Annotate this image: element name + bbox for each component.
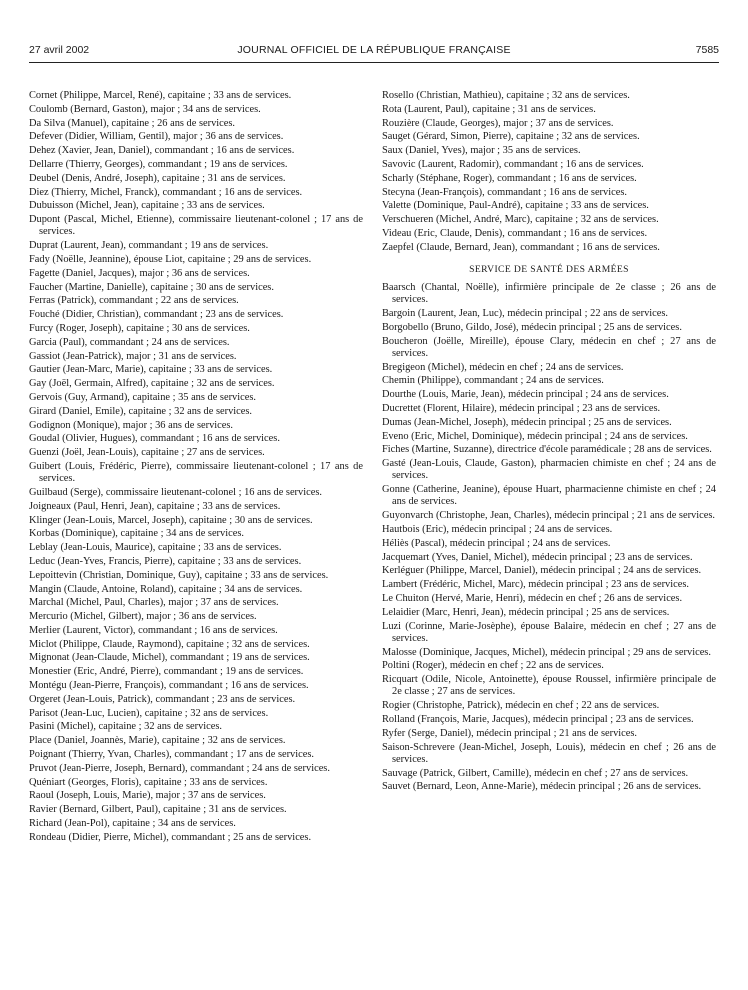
list-entry: Kerléguer (Philippe, Marcel, Daniel), médecin principal ; 24 ans de services. xyxy=(382,565,702,577)
list-entry: Sauvet (Bernard, Leon, Anne-Marie), médecin principal ; 26 ans de services. xyxy=(382,781,702,793)
list-entry: Mangin (Claude, Antoine, Roland), capitaine ; 34 ans de services. xyxy=(29,583,303,595)
list-entry: Ricquart (Odile, Nicole, Antoinette), épouse Roussel, infirmière principale de 2e classe ; 27 ans de services. xyxy=(382,674,716,698)
list-entry: Pasini (Michel), capitaine ; 32 ans de services. xyxy=(29,721,223,733)
list-entry: Faucher (Martine, Danielle), capitaine ; 30 ans de services. xyxy=(29,281,274,293)
list-entry: Garcia (Paul), commandant ; 24 ans de services. xyxy=(29,336,230,348)
list-entry: Chemin (Philippe), commandant ; 24 ans de services. xyxy=(382,375,604,387)
list-entry: Ravier (Bernard, Gilbert, Paul), capitaine ; 31 ans de services. xyxy=(29,804,287,816)
list-entry: Coulomb (Bernard, Gaston), major ; 34 ans de services. xyxy=(29,103,261,115)
header-page-number: 7585 xyxy=(695,44,719,56)
list-entry: Dellarre (Thierry, Georges), commandant ; 19 ans de services. xyxy=(29,158,288,170)
list-entry: Ryfer (Serge, Daniel), médecin principal ; 21 ans de services. xyxy=(382,727,638,739)
list-entry: Marchal (Michel, Paul, Charles), major ; 37 ans de services. xyxy=(29,597,279,609)
list-entry: Poltini (Roger), médecin en chef ; 22 ans de services. xyxy=(382,660,604,672)
list-entry: Place (Daniel, Joannès, Marie), capitaine ; 32 ans de services. xyxy=(29,735,286,747)
list-entry: Raoul (Joseph, Louis, Marie), major ; 37 ans de services. xyxy=(29,790,266,802)
list-entry: Richard (Jean-Pol), capitaine ; 34 ans de services. xyxy=(29,818,236,830)
list-entry: Fagette (Daniel, Jacques), major ; 36 ans de services. xyxy=(29,267,250,279)
list-entry: Deubel (Denis, André, Joseph), capitaine ; 31 ans de services. xyxy=(29,172,286,184)
list-entry: Furcy (Roger, Joseph), capitaine ; 30 ans de services. xyxy=(29,322,250,334)
list-entry: Rogier (Christophe, Patrick), médecin en chef ; 22 ans de services. xyxy=(382,700,660,712)
list-entry: Rouzière (Claude, Georges), major ; 37 ans de services. xyxy=(382,117,614,129)
list-entry: Mignonat (Jean-Claude, Michel), commandant ; 19 ans de services. xyxy=(29,652,310,664)
list-entry: Da Silva (Manuel), capitaine ; 26 ans de services. xyxy=(29,117,236,129)
list-entry: Malosse (Dominique, Jacques, Michel), médecin principal ; 29 ans de services. xyxy=(382,646,711,658)
list-entry: Gervois (Guy, Armand), capitaine ; 35 ans de services. xyxy=(29,391,256,403)
list-entry: Cornet (Philippe, Marcel, René), capitaine ; 33 ans de services. xyxy=(29,90,292,101)
list-entry: Sauget (Gérard, Simon, Pierre), capitaine ; 32 ans de services. xyxy=(382,131,640,143)
list-entry: Dehez (Xavier, Jean, Daniel), commandant ; 16 ans de services. xyxy=(29,145,295,157)
list-entry: Korbas (Dominique), capitaine ; 34 ans de services. xyxy=(29,528,244,540)
list-entry: Ducrettet (Florent, Hilaire), médecin principal ; 23 ans de services. xyxy=(382,402,661,414)
list-entry: Merlier (Laurent, Victor), commandant ; 16 ans de services. xyxy=(29,624,278,636)
list-entry: Rosello (Christian, Mathieu), capitaine ; 32 ans de services. xyxy=(382,90,630,101)
list-entry: Leblay (Jean-Louis, Maurice), capitaine ; 33 ans de services. xyxy=(29,542,282,554)
header-date: 27 avril 2002 xyxy=(29,44,90,56)
list-entry: Valette (Dominique, Paul-André), capitaine ; 33 ans de services. xyxy=(382,200,649,212)
header-rule xyxy=(29,62,719,63)
list-entry: Dumas (Jean-Michel, Joseph), médecin principal ; 25 ans de services. xyxy=(382,416,672,428)
list-entry: Sauvage (Patrick, Gilbert, Camille), médecin en chef ; 27 ans de services. xyxy=(382,767,689,779)
list-entry: Miclot (Philippe, Claude, Raymond), capitaine ; 32 ans de services. xyxy=(29,638,310,650)
list-entry: Guilbaud (Serge), commissaire lieutenant-colonel ; 16 ans de services. xyxy=(29,486,322,498)
list-entry: Stecyna (Jean-François), commandant ; 16 ans de services. xyxy=(382,186,627,198)
list-entry: Dourthe (Louis, Marie, Jean), médecin principal ; 24 ans de services. xyxy=(382,389,669,401)
list-entry: Gay (Joël, Germain, Alfred), capitaine ; 32 ans de services. xyxy=(29,378,275,390)
list-entry: Rolland (François, Marie, Jacques), médecin principal ; 23 ans de services. xyxy=(382,713,694,725)
list-entry: Pruvot (Jean-Pierre, Joseph, Bernard), commandant ; 24 ans de services. xyxy=(29,762,330,774)
list-entry: Diez (Thierry, Michel, Franck), commandant ; 16 ans de services. xyxy=(29,186,303,198)
list-entry: Le Chuiton (Hervé, Marie, Henri), médecin en chef ; 26 ans de services. xyxy=(382,592,683,604)
list-entry: Lepoittevin (Christian, Dominique, Guy), capitaine ; 33 ans de services. xyxy=(29,569,329,581)
list-entry: Mercurio (Michel, Gilbert), major ; 36 ans de services. xyxy=(29,611,257,623)
list-entry: Hautbois (Eric), médecin principal ; 24 ans de services. xyxy=(382,523,613,535)
list-entry: Borgobello (Bruno, Gildo, José), médecin principal ; 25 ans de services. xyxy=(382,321,682,333)
list-entry: Guibert (Louis, Frédéric, Pierre), commissaire lieutenant-colonel ; 17 ans de services. xyxy=(29,460,363,485)
page-header xyxy=(29,44,719,58)
list-entry: Klinger (Jean-Louis, Marcel, Joseph), capitaine ; 30 ans de services. xyxy=(29,514,313,526)
list-entry: Godignon (Monique), major ; 36 ans de services. xyxy=(29,419,234,431)
list-entry: Guenzi (Joël, Jean-Louis), capitaine ; 27 ans de services. xyxy=(29,447,265,459)
list-entry: Saux (Daniel, Yves), major ; 35 ans de services. xyxy=(382,145,581,157)
list-entry: Luzi (Corinne, Marie-Josèphe), épouse Balaire, médecin en chef ; 27 ans de services. xyxy=(382,620,716,644)
list-entry: Boucheron (Joëlle, Mireille), épouse Clary, médecin en chef ; 27 ans de services. xyxy=(382,335,716,359)
list-entry: Dubuisson (Michel, Jean), capitaine ; 33 ans de services. xyxy=(29,200,265,212)
list-entry: Orgeret (Jean-Louis, Patrick), commandant ; 23 ans de services. xyxy=(29,693,296,705)
list-entry: Guyonvarch (Christophe, Jean, Charles), médecin principal ; 21 ans de services. xyxy=(382,510,715,522)
list-entry: Fouché (Didier, Christian), commandant ; 23 ans de services. xyxy=(29,309,284,321)
list-entry: Eveno (Eric, Michel, Dominique), médecin principal ; 24 ans de services. xyxy=(382,430,688,442)
list-entry: Gasté (Jean-Louis, Claude, Gaston), pharmacien chimiste en chef ; 24 ans de services. xyxy=(382,458,716,482)
list-entry: Fady (Noëlle, Jeannine), épouse Liot, capitaine ; 29 ans de services. xyxy=(29,253,312,265)
section-title: SERVICE DE SANTÉ DES ARMÉES xyxy=(469,263,629,275)
left-column xyxy=(29,90,363,844)
list-entry: Montégu (Jean-Pierre, François), commandant ; 16 ans de services. xyxy=(29,680,309,692)
list-entry: Lelaidier (Marc, Henri, Jean), médecin principal ; 25 ans de services. xyxy=(382,606,670,618)
list-entry: Defever (Didier, William, Gentil), major ; 36 ans de services. xyxy=(29,131,284,143)
list-entry: Gautier (Jean-Marc, Marie), capitaine ; 33 ans de services. xyxy=(29,364,273,376)
right-column-bottom-list xyxy=(382,282,716,794)
list-entry: Goudal (Olivier, Hugues), commandant ; 16 ans de services. xyxy=(29,433,280,445)
list-entry: Rondeau (Didier, Pierre, Michel), commandant ; 25 ans de services. xyxy=(29,831,312,843)
list-entry: Héliès (Pascal), médecin principal ; 24 ans de services. xyxy=(382,537,611,549)
list-entry: Saison-Schrevere (Jean-Michel, Joseph, Louis), médecin en chef ; 26 ans de services. xyxy=(382,741,716,765)
header-title: JOURNAL OFFICIEL DE LA RÉPUBLIQUE FRANÇAISE xyxy=(237,44,511,56)
list-entry: Bregigeon (Michel), médecin en chef ; 24 ans de services. xyxy=(382,361,624,373)
list-entry: Baarsch (Chantal, Noëlle), infirmière principale de 2e classe ; 26 ans de services. xyxy=(382,281,716,306)
list-entry: Gonne (Catherine, Jeanine), épouse Huart, pharmacienne chimiste en chef ; 24 ans de services. xyxy=(382,484,716,508)
list-entry: Rota (Laurent, Paul), capitaine ; 31 ans de services. xyxy=(382,103,596,115)
list-entry: Verschueren (Michel, André, Marc), capitaine ; 32 ans de services. xyxy=(382,214,659,226)
list-entry: Ferras (Patrick), commandant ; 22 ans de services. xyxy=(29,295,239,307)
list-entry: Bargoin (Laurent, Jean, Luc), médecin principal ; 22 ans de services. xyxy=(382,307,669,319)
list-entry: Fiches (Martine, Suzanne), directrice d'école paramédicale ; 28 ans de services. xyxy=(382,444,712,456)
list-entry: Scharly (Stéphane, Roger), commandant ; 16 ans de services. xyxy=(382,172,637,184)
list-entry: Joigneaux (Paul, Henri, Jean), capitaine ; 33 ans de services. xyxy=(29,500,281,512)
right-column xyxy=(382,90,716,794)
list-entry: Parisot (Jean-Luc, Lucien), capitaine ; 32 ans de services. xyxy=(29,707,269,719)
list-entry: Jacquemart (Yves, Daniel, Michel), médecin principal ; 23 ans de services. xyxy=(382,551,693,563)
list-entry: Videau (Eric, Claude, Denis), commandant ; 16 ans de services. xyxy=(382,227,648,239)
list-entry: Gassiot (Jean-Patrick), major ; 31 ans de services. xyxy=(29,350,237,362)
list-entry: Leduc (Jean-Yves, Francis, Pierre), capitaine ; 33 ans de services. xyxy=(29,555,302,567)
list-entry: Girard (Daniel, Emile), capitaine ; 32 ans de services. xyxy=(29,405,253,417)
list-entry: Dupont (Pascal, Michel, Etienne), commissaire lieutenant-colonel ; 17 ans de services. xyxy=(29,214,363,238)
list-entry: Poignant (Thierry, Yvan, Charles), commandant ; 17 ans de services. xyxy=(29,749,315,761)
list-entry: Monestier (Eric, André, Pierre), commandant ; 19 ans de services. xyxy=(29,666,304,678)
list-entry: Savovic (Laurent, Radomir), commandant ; 16 ans de services. xyxy=(382,158,644,170)
list-entry: Quéniart (Georges, Floris), capitaine ; 33 ans de services. xyxy=(29,776,268,788)
list-entry: Zaepfel (Claude, Bernard, Jean), commandant ; 16 ans de services. xyxy=(382,241,660,253)
right-column-top-list xyxy=(382,90,716,254)
list-entry: Duprat (Laurent, Jean), commandant ; 19 ans de services. xyxy=(29,240,269,252)
list-entry: Lambert (Frédéric, Michel, Marc), médecin principal ; 23 ans de services. xyxy=(382,579,689,591)
